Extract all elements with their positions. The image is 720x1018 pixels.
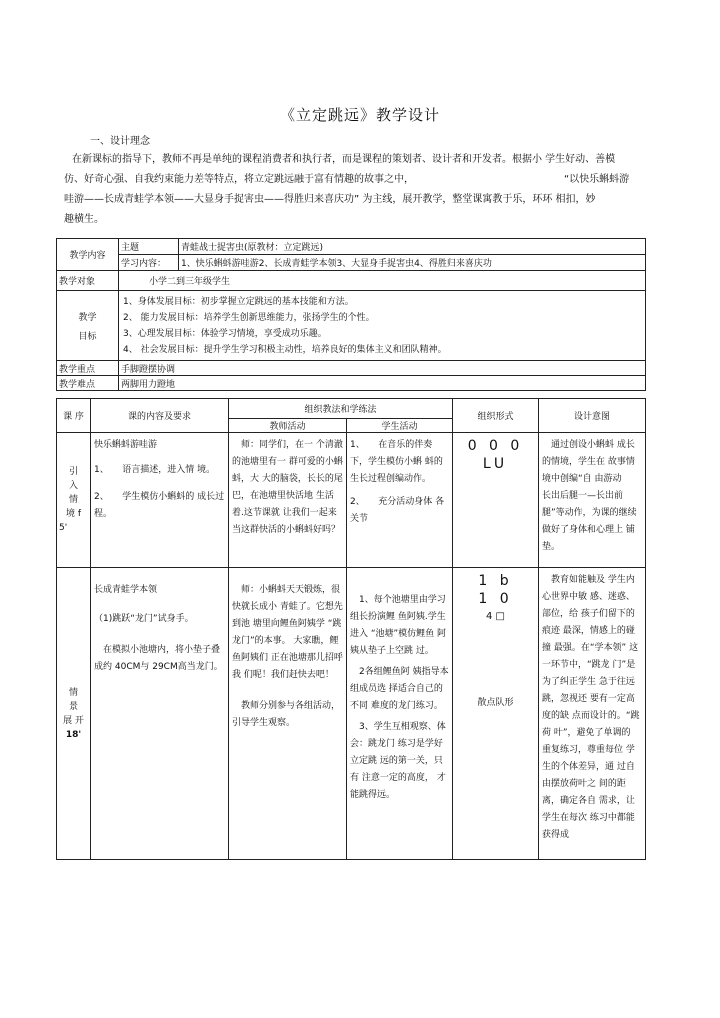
order-char: 情	[68, 687, 78, 698]
header-content: 课的内容及要求	[91, 399, 229, 433]
theme-label: 主题	[119, 239, 179, 255]
lesson-plan-table	[56, 398, 646, 860]
row2-student	[347, 568, 453, 860]
content-label: 教学内容	[57, 239, 119, 271]
teacher-item: 师：小蝌蚪天天锻炼，很快就长成小 青蛙了。它想先到池 塘里向鲤鱼阿姨学 “跳龙门”的本事。 大家瞧，鲤鱼阿姨们 正在池塘那儿招呼我 们呢！我们赶快去吧！	[232, 585, 343, 680]
header-student: 学生活动	[347, 419, 453, 433]
content-title: 快乐蝌蚪游哇游	[94, 440, 158, 450]
row1-order	[57, 433, 91, 568]
row2-teacher	[229, 568, 347, 860]
learn-value: 1、快乐蝌蚪游哇游2、长成青蛙学本领3、大显身手捉害虫4、得胜归来喜庆功	[179, 255, 646, 271]
row2-form	[453, 568, 539, 860]
row2-content	[91, 568, 229, 860]
order-char: 展 开	[63, 715, 84, 726]
header-intent: 设计意图	[539, 399, 646, 433]
order-char: 情	[68, 495, 78, 505]
header-form: 组织形式	[453, 399, 539, 433]
order-char: 引	[68, 467, 78, 477]
row1-intent: 通过创设小蝌蚪 成长的情境，学生在 故事情境中创编“自 由游动 长出后腿一—长出前腿”等动作，为课的继续做好了身体和心理上 铺垫。	[539, 433, 646, 568]
row1-teacher: 师：同学们，在一 个清澈的池塘里有一 群可爱的小蝌蚪，大 大的脑袋，长长的尾 巴，在池塘里快活地 生活着.这节课就 让我们一起来当这群快活的小蝌蚪好吗？	[229, 433, 347, 568]
order-time: 18'	[65, 729, 82, 740]
para-line: 在新课标的指导下，教师不再是单纯的课程消费者和执行者，而是课程的策划者、设计者和开发者。根据小 学生好动、善模	[72, 154, 616, 165]
goal-item: 3、心理发展目标：体验学习情境，享受成功乐趣。	[123, 328, 327, 339]
row2-order	[57, 568, 91, 860]
student-item: 2、 充分活动身体 各关节	[350, 497, 445, 524]
formation-mark: 1 0	[478, 591, 513, 607]
formation-mark: LU	[482, 456, 509, 472]
section-heading: 一、设计理念	[90, 136, 150, 147]
goal-label-1: 教学	[78, 312, 97, 323]
content-item: （1)跳跃“龙门”试身手。	[94, 614, 194, 624]
goal-item: 2、 能力发展目标：培养学生创新思维能力，张扬学生的个性。	[123, 312, 375, 323]
formation-mark: 4 □	[486, 611, 506, 622]
goal-item: 1、身体发展目标：初步掌握立定跳远的基本技能和方法。	[123, 296, 354, 307]
order-char: 景	[68, 701, 78, 712]
goal-label	[57, 291, 119, 361]
header-order: 课 序	[57, 399, 91, 433]
formation-label: 散点队形	[477, 698, 514, 708]
student-item: 2各组鲤鱼阿 姨指导本组成员选 择适合自己的不同 难度的龙门练习。	[350, 667, 449, 711]
header-teacher: 教师活动	[229, 419, 347, 433]
key-label: 教学重点	[57, 361, 119, 376]
teacher-item: 教师分别参与各组活动，引导学生观察。	[232, 701, 341, 728]
para-line: 哇游——长成青蛙学本领——大显身手捉害虫——得胜归来喜庆功” 为主线，展开教学，整堂课寓教于乐，环环 相扣，妙	[64, 194, 596, 205]
formation-mark: 1 b	[478, 573, 513, 589]
row2-intent: 教育如能触及 学生内心世界中敏 感、迷惑、部位，给 孩子们留下的痕迹 最深，情感上的碰撞 最强。在“学本领” 这一环节中，“跳龙 门”是为了纠正学生 急于往远跳，忽视还 要有一定高度的缺 点而设计的。“跳荷 叶”，避免了单调的 重复练习，尊重每位 学生的个体差异，通 过自由摆放荷叶之 间的距离，确定各自 需求，让学生在每次 练习中都能获得成	[539, 568, 646, 860]
student-item: 3、学生互相观察、体会：跳龙门 练习是学好立定跳 远的第一关，只有 注意一定的高度， 才能跳得远。	[350, 722, 446, 800]
object-value: 小学二到三年级学生	[119, 271, 646, 291]
content-item: 在模拟小池塘内，将小垫子叠成约 40CM与 29CM高当龙门。	[94, 645, 223, 672]
para-line-text: 仿、好奇心强、自我约束能力差等特点，将立定跳远融于富有情趣的故事之中，	[64, 174, 414, 185]
row1-student	[347, 433, 453, 568]
para-line-quote: “以快乐蝌蚪游	[564, 174, 630, 185]
para-line	[60, 170, 660, 190]
theme-value: 青蛙战士捉害虫(原教材：立定跳远)	[179, 239, 646, 255]
header-method: 组织教法和学练法	[229, 399, 453, 419]
key-value: 手脚蹬摆协调	[119, 361, 646, 376]
row1-content	[91, 433, 229, 568]
diff-value: 两脚用力蹬地	[119, 376, 646, 391]
teaching-info-table	[56, 238, 646, 391]
order-time: 5'	[59, 523, 68, 533]
row1-form	[453, 433, 539, 568]
formation-mark: 0 0 0	[467, 438, 524, 454]
intro-paragraph	[60, 150, 660, 230]
object-label: 教学对象	[57, 271, 119, 291]
learn-label: 学习内容：	[119, 255, 179, 271]
goal-label-2: 目标	[78, 331, 97, 342]
content-item: 1、 语言描述，进入情 境。	[94, 465, 216, 475]
order-char: 境 f	[65, 509, 82, 519]
page-title: 《立定跳远》教学设计	[279, 106, 440, 124]
content-item: 2、 学生模仿小蝌蚪的 成长过程。	[94, 492, 225, 519]
student-item: 1、每个池塘里由学习组长扮演鲤 鱼阿姨.学生进入 “池塘”模仿鲤鱼 阿姨从垫子上空跳 过。	[350, 595, 447, 656]
diff-label: 教学难点	[57, 376, 119, 391]
student-item: 1、 在音乐的伴奏 下，学生模仿小蝌 蚪的生长过程创编动作。	[350, 440, 443, 484]
content-title: 长成青蛙学本领	[94, 585, 158, 595]
order-char: 入	[68, 481, 78, 491]
para-line: 趣横生。	[64, 214, 104, 225]
goal-item: 4、 社会发展目标：提升学生学习积极主动性，培养良好的集体主义和团队精神。	[123, 344, 447, 355]
goal-list	[119, 291, 646, 361]
